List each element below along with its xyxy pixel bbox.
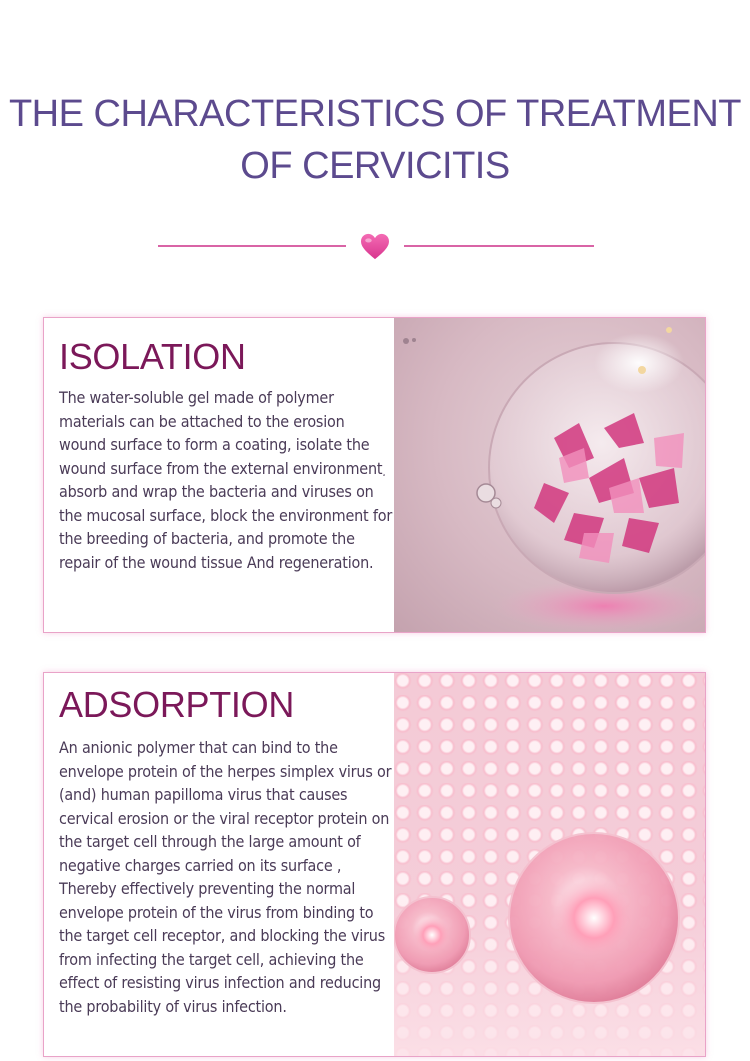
page-title-line-1: THE CHARACTERISTICS OF TREATMENT xyxy=(8,93,742,135)
divider-line-left xyxy=(158,245,346,247)
page-title xyxy=(0,88,750,192)
adsorption-card xyxy=(43,672,706,1057)
isolation-heading: ISOLATION xyxy=(59,336,246,377)
isolation-description: The water-soluble gel made of polymer materials can be attached to the erosion wound surface to form a coating, isolate the wound surface from the external environment, absorb and wrap the bacteria and viruses on the mucosal surface, block the environment for the breeding of bacteria, and promote the repair of the wound tissue And regeneration. xyxy=(59,388,393,572)
adsorption-heading: ADSORPTION xyxy=(59,684,295,725)
title-divider xyxy=(0,232,750,262)
isolation-text-block xyxy=(44,318,394,632)
divider-line-right xyxy=(404,245,594,247)
page-title-line-2: OF CERVICITIS xyxy=(240,145,510,187)
isolation-card xyxy=(43,317,706,633)
isolation-image xyxy=(394,318,705,632)
adsorption-image xyxy=(394,673,705,1056)
heart-icon xyxy=(360,233,390,261)
isolation-notch xyxy=(380,456,394,484)
adsorption-text-block xyxy=(44,673,394,1056)
adsorption-notch xyxy=(380,846,394,874)
adsorption-description: An anionic polymer that can bind to the envelope protein of the herpes simplex virus or (and) human papilloma virus that causes cervical erosion or the viral receptor protein on the target cell through the large amount of negative charges carried on its surface , Thereby effectively preventing the normal envelope protein of the virus from binding to the target cell receptor, and blocking the virus from infecting the target cell, achieving the effect of resisting virus infection and reducing the probability of virus infection. xyxy=(59,738,392,1016)
